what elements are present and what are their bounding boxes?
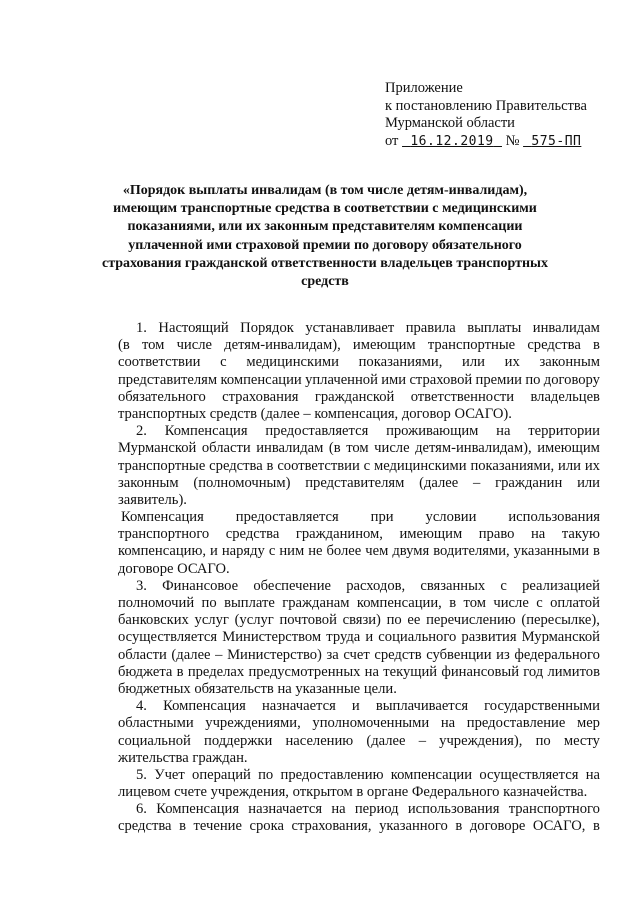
appendix-prefix: от: [385, 132, 399, 149]
body-line: лицевом счете учреждения, открытом в органе Федерального казначейства.: [118, 784, 588, 801]
title-line: страхования гражданской ответственности владельцев транспортных: [102, 255, 548, 271]
body-line: областными учреждениями, уполномоченными на предоставление мер: [118, 715, 600, 732]
body-line: 1. Настоящий Порядок устанавливает правила выплаты инвалидам: [136, 320, 600, 336]
body-line: банковских услуг (услуг почтовой связи) по ее перечислению (пересылке),: [118, 612, 600, 629]
body-line: жительства граждан.: [118, 749, 248, 766]
body-line: законным (полномочным) представителям (далее – гражданин или: [118, 474, 600, 491]
body-line: представителям компенсации уплаченной ими страховой премии по договору: [118, 371, 600, 388]
body-line: бюджета в пределах предусмотренных на текущий финансовый год лимитов: [118, 663, 600, 680]
appendix-line-1: Приложение: [385, 80, 463, 96]
title-line: показаниями, или их законным представителям компенсации: [127, 219, 523, 235]
body-line: 2. Компенсация предоставляется проживающим на территории: [136, 423, 600, 440]
body-line: средства в течение срока страхования, указанного в договоре ОСАГО, в: [118, 818, 600, 835]
body-line: Мурманской области инвалидам (в том числе детям-инвалидам), имеющим: [118, 440, 600, 457]
appendix-date: 16.12.2019: [410, 133, 494, 149]
document-body: [118, 320, 600, 836]
appendix-line-3: Мурманской области: [385, 115, 515, 131]
title-line: имеющим транспортные средства в соответствии с медицинскими: [113, 201, 537, 217]
body-line: 5. Учет операций по предоставлению компенсации осуществляется на: [136, 766, 600, 783]
body-line: Компенсация предоставляется при условии использования: [121, 509, 600, 526]
title-line: «Порядок выплаты инвалидам (в том числе детям-инвалидам),: [122, 183, 528, 198]
title-line: средств: [301, 274, 349, 290]
body-line: бюджетных обязательств на указанные цели.: [118, 680, 397, 697]
body-line: (в том числе детям-инвалидам), имеющим транспортные средства в: [118, 337, 600, 354]
body-line: области (далее – Министерство) за счет средств субвенции из федерального: [118, 646, 600, 663]
body-line: обязательного страхования гражданской ответственности владельцев: [118, 388, 600, 405]
title-line: уплаченной ими страховой премии по договору обязательного: [128, 237, 522, 253]
body-line: 4. Компенсация назначается и выплачивается государственными: [136, 698, 600, 715]
appendix-number: 575-ПП: [531, 133, 582, 149]
appendix-number-sign: №: [505, 132, 520, 149]
document-title: [90, 182, 560, 291]
body-line: транспортные средства в соответствии с медицинскими показаниями, или их: [118, 457, 600, 474]
body-line: транспортного средства гражданином, имеющим право на такую: [118, 526, 600, 543]
body-line: полномочий по выплате гражданам компенсации, в том числе с оплатой: [118, 595, 600, 611]
body-line: 3. Финансовое обеспечение расходов, связанных с реализацией: [136, 577, 600, 594]
body-line: транспортных средств (далее – компенсация, договор ОСАГО).: [118, 405, 512, 422]
appendix-line-2: к постановлению Правительства: [385, 97, 587, 114]
body-line: договоре ОСАГО.: [118, 560, 230, 577]
body-line: осуществляется Министерством труда и социального развития Мурманской: [118, 629, 600, 646]
body-line: социальной поддержки населению (далее – учреждения), по месту: [118, 732, 600, 749]
body-line: заявитель).: [118, 491, 187, 508]
body-line: 6. Компенсация назначается на период использования транспортного: [136, 801, 600, 818]
body-line: компенсацию, и наряду с ним не более чем двумя водителями, указанными в: [118, 543, 600, 560]
body-line: соответствии с медицинскими показаниями, или их законным: [118, 354, 600, 371]
appendix-header: [385, 80, 625, 150]
appendix-date-line: [385, 133, 625, 151]
